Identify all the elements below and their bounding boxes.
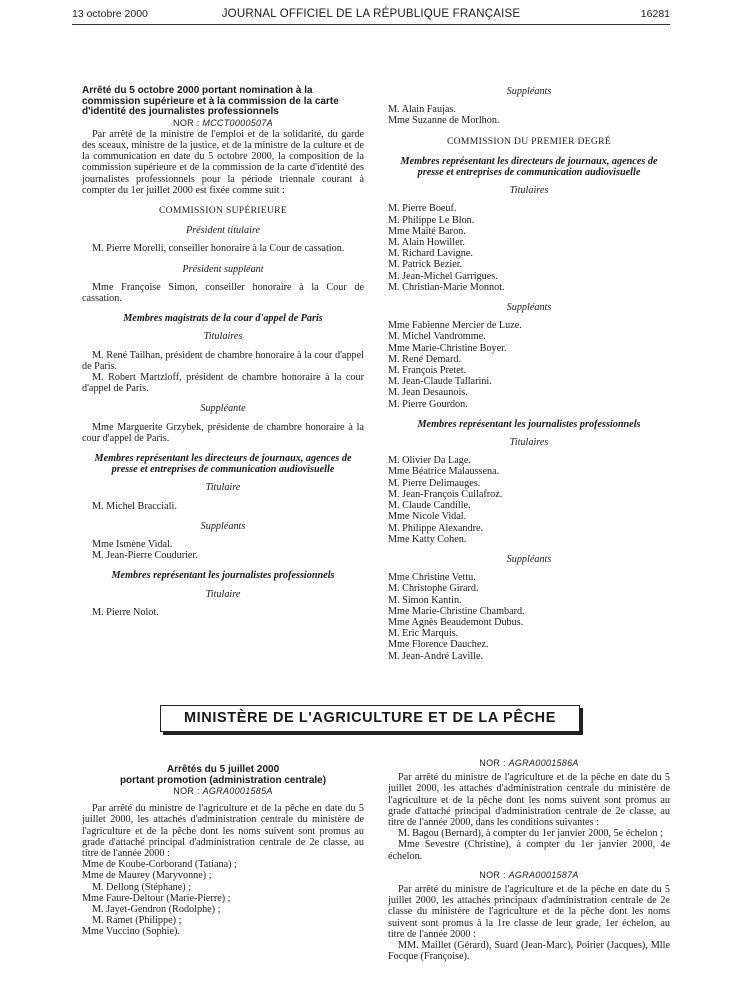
promotion-entry: Mme de Koube-Corborand (Tatiana) ; (82, 859, 237, 871)
member-entry: Mme Nicole Vidal. (388, 511, 467, 523)
section-heading: Titulaires (509, 437, 549, 449)
member-entry: M. Michel Bracciali. (92, 500, 177, 512)
section-heading: Titulaire (205, 482, 241, 494)
member-entry: M. René Tailhan, président de chambre honoraire à la cour d'appel de Paris. (82, 349, 364, 372)
member-entry: M. Jean Desaunois. (388, 387, 468, 399)
arrete-intro: Par arrêté du ministre de l'agriculture et de la pêche en date du 5 juillet 2000, les attachés principaux d'administration centrale de 2e classe du ministère de l'agriculture et de la pêche dont les noms suivent sont promus à la 1re classe de leur grade, 1er échelon, au titre de l'année 2000 : (388, 884, 670, 940)
page-header (72, 8, 670, 25)
member-entry: M. Philippe Le Blon. (388, 214, 475, 226)
member-entry: Mme Christine Vettu. (388, 572, 476, 584)
promotion-entry: M. Ramet (Philippe) ; (92, 915, 182, 927)
promotion-entry: M. Dellong (Stéphane) ; (92, 881, 192, 893)
member-entry: Mme Marie-Christine Chambard. (388, 605, 525, 617)
promotion-entry: Mme Faure-Deltour (Marie-Pierre) ; (82, 892, 231, 904)
ministry-banner (160, 705, 580, 732)
section-heading: Président titulaire (185, 225, 261, 237)
member-entry: M. Pierre Nolot. (92, 606, 159, 618)
nor-reference: NOR : AGRA0001586A (479, 758, 579, 768)
section-heading: Suppléants (506, 553, 552, 565)
column-left-bottom (82, 765, 364, 938)
nor-reference: NOR : AGRA0001585A (173, 786, 273, 796)
section-heading: Membres représentant les journalistes professionnels (417, 418, 641, 430)
member-entry: M. Michel Vandromme. (388, 331, 486, 343)
section-heading: Suppléants (506, 86, 552, 97)
header-page-number: 16281 (640, 8, 670, 20)
member-entry: Mme Marguerite Grzybek, présidente de chambre honoraire à la cour d'appel de Paris. (82, 421, 364, 444)
commission-heading: COMMISSION SUPÉRIEURE (158, 204, 288, 216)
member-entry: M. Olivier Da Lage. (388, 455, 471, 467)
member-entry: Mme Françoise Simon, conseiller honoraire à la Cour de cassation. (82, 281, 364, 304)
section-heading: Membres représentant les directeurs de journaux, agences de presse et entreprises de communication audiovisuelle (400, 155, 658, 179)
member-entry: M. Alain Faujas. (388, 104, 456, 116)
promotion-entry: M. Bagou (Bernard), à compter du 1er janvier 2000, 5e échelon ; (398, 828, 663, 840)
member-entry: M. Philippe Alexandre. (388, 522, 484, 534)
member-entry: M. Jean-André Laville. (388, 650, 484, 662)
section-heading: Président suppléant (182, 263, 264, 275)
arrete-intro: Par arrêté du ministre de l'agriculture et de la pêche en date du 5 juillet 2000, les attachés d'administration centrale du ministère de l'agriculture et de la pêche dont les noms suivent sont promus au grade d'attaché principal d'administration centrale de 2e classe, au titre de l'année 2000, dans les conditions suivantes : (388, 772, 670, 829)
promotion-entry: Mme Sevestre (Christine), à compter du 1er janvier 2000, 4e échelon. (388, 839, 670, 862)
member-entry: M. Alain Howiller. (388, 237, 465, 249)
member-entry: M. Christophe Girard. (388, 583, 479, 595)
section-heading: Titulaires (509, 185, 549, 197)
member-entry: M. Jean-François Cullafroz. (388, 488, 503, 500)
promotion-entry: Mme de Maurey (Maryvonne) ; (82, 870, 212, 882)
member-entry: Mme Maïté Baron. (388, 225, 466, 237)
section-heading: Membres magistrats de la cour d'appel de Paris (123, 313, 323, 325)
nor-reference: NOR : MCCT0000507A (173, 117, 273, 128)
header-journal: JOURNAL OFFICIEL DE LA RÉPUBLIQUE FRANÇAISE (221, 8, 521, 20)
member-entry: Mme Katty Cohen. (388, 533, 467, 545)
member-entry: M. René Demard. (388, 353, 461, 365)
arrete-intro: Par arrêté du ministre de l'agriculture et de la pêche en date du 5 juillet 2000, les attachés d'administration centrale du ministère de l'agriculture et de la pêche dont les noms suivent sont promus au grade d'attaché principal d'administration centrale de 2e classe, au titre de l'année 2000 : (82, 803, 364, 860)
member-entry: M. Christian-Marie Monnot. (388, 281, 505, 293)
section-heading: Suppléants (200, 520, 246, 532)
ministry-title: MINISTÈRE DE L'AGRICULTURE ET DE LA PÊCHE (183, 710, 557, 726)
member-entry: M. Richard Lavigne. (388, 248, 473, 260)
member-entry: M. Pierre Delimauges. (388, 477, 481, 489)
section-heading: Suppléants (506, 302, 552, 314)
member-entry: M. Robert Martzloff, président de chambre honoraire à la cour d'appel de Paris. (82, 371, 364, 395)
section-heading: Membres représentant les directeurs de journaux, agences de presse et entreprises de communication audiovisuelle (94, 452, 352, 476)
member-entry: Mme Ismène Vidal. (92, 538, 173, 550)
member-entry: Mme Béatrice Malaussena. (388, 466, 500, 478)
member-entry: M. Eric Marquis. (388, 628, 459, 640)
member-entry: M. Pierre Morelli, conseiller honoraire à la Cour de cassation. (92, 243, 345, 255)
member-entry: Mme Fabienne Mercier de Luze. (388, 320, 522, 332)
arrete-title: Arrêté du 5 octobre 2000 portant nomination à la commission supérieure et à la commission de la carte d'identité des journalistes professionnels (82, 85, 339, 117)
member-entry: M. Claude Candille. (388, 500, 471, 512)
header-date: 13 octobre 2000 (72, 8, 148, 20)
promotion-entry: M. Jayet-Gendron (Rodolphe) ; (92, 904, 221, 916)
section-heading: Titulaire (205, 588, 241, 600)
member-entry: Mme Suzanne de Morlhon. (388, 115, 500, 127)
member-entry: M. Pierre Gourdon. (388, 398, 468, 410)
member-entry: M. Pierre Boeuf. (388, 203, 457, 215)
arrete-intro: Par arrêté de la ministre de l'emploi et de la solidarité, du garde des sceaux, ministre de la justice, et de la ministre de la culture et de la communication en date du 5 octobre 2000, la composition de la commission supérieure et de la commission de la carte d'identité des journalistes professionnels pour la période triennale courant à compter du 1er juillet 2000 est fixée comme suit : (82, 128, 364, 196)
member-entry: M. Jean-Michel Garrigues. (388, 270, 498, 282)
member-entry: M. Jean-Claude Tallarini. (388, 376, 492, 388)
promotion-entry: Mme Vuccino (Sophie). (82, 926, 180, 938)
member-entry: M. Jean-Pierre Coudurier. (92, 550, 198, 562)
member-entry: M. Patrick Bezier. (388, 259, 463, 271)
arrete-subtitle: portant promotion (administration centrale) (119, 774, 327, 786)
arrete-title: Arrêtés du 5 juillet 2000 (166, 764, 280, 775)
member-entry: Mme Marie-Christine Boyer. (388, 342, 507, 354)
member-entry: Mme Florence Dauchez. (388, 639, 489, 651)
promotion-entry: MM. Maillet (Gérard), Suard (Jean-Marc), Poirier (Jacques), Mlle Focque (Françoise). (388, 940, 670, 963)
member-entry: Mme Agnès Beaudemont Dubus. (388, 616, 524, 628)
section-heading: Membres représentant les journalistes professionnels (111, 570, 335, 582)
column-right-top (388, 86, 670, 662)
member-entry: M. François Pretet. (388, 365, 467, 377)
section-heading: Titulaires (203, 331, 243, 343)
nor-reference: NOR : AGRA0001587A (479, 869, 579, 880)
column-left-top (82, 86, 364, 618)
commission-heading: COMMISSION DU PREMIER DEGRÉ (446, 135, 611, 147)
member-entry: M. Simon Kantin. (388, 594, 462, 606)
column-right-bottom (388, 758, 670, 962)
section-heading: Suppléante (200, 403, 246, 415)
